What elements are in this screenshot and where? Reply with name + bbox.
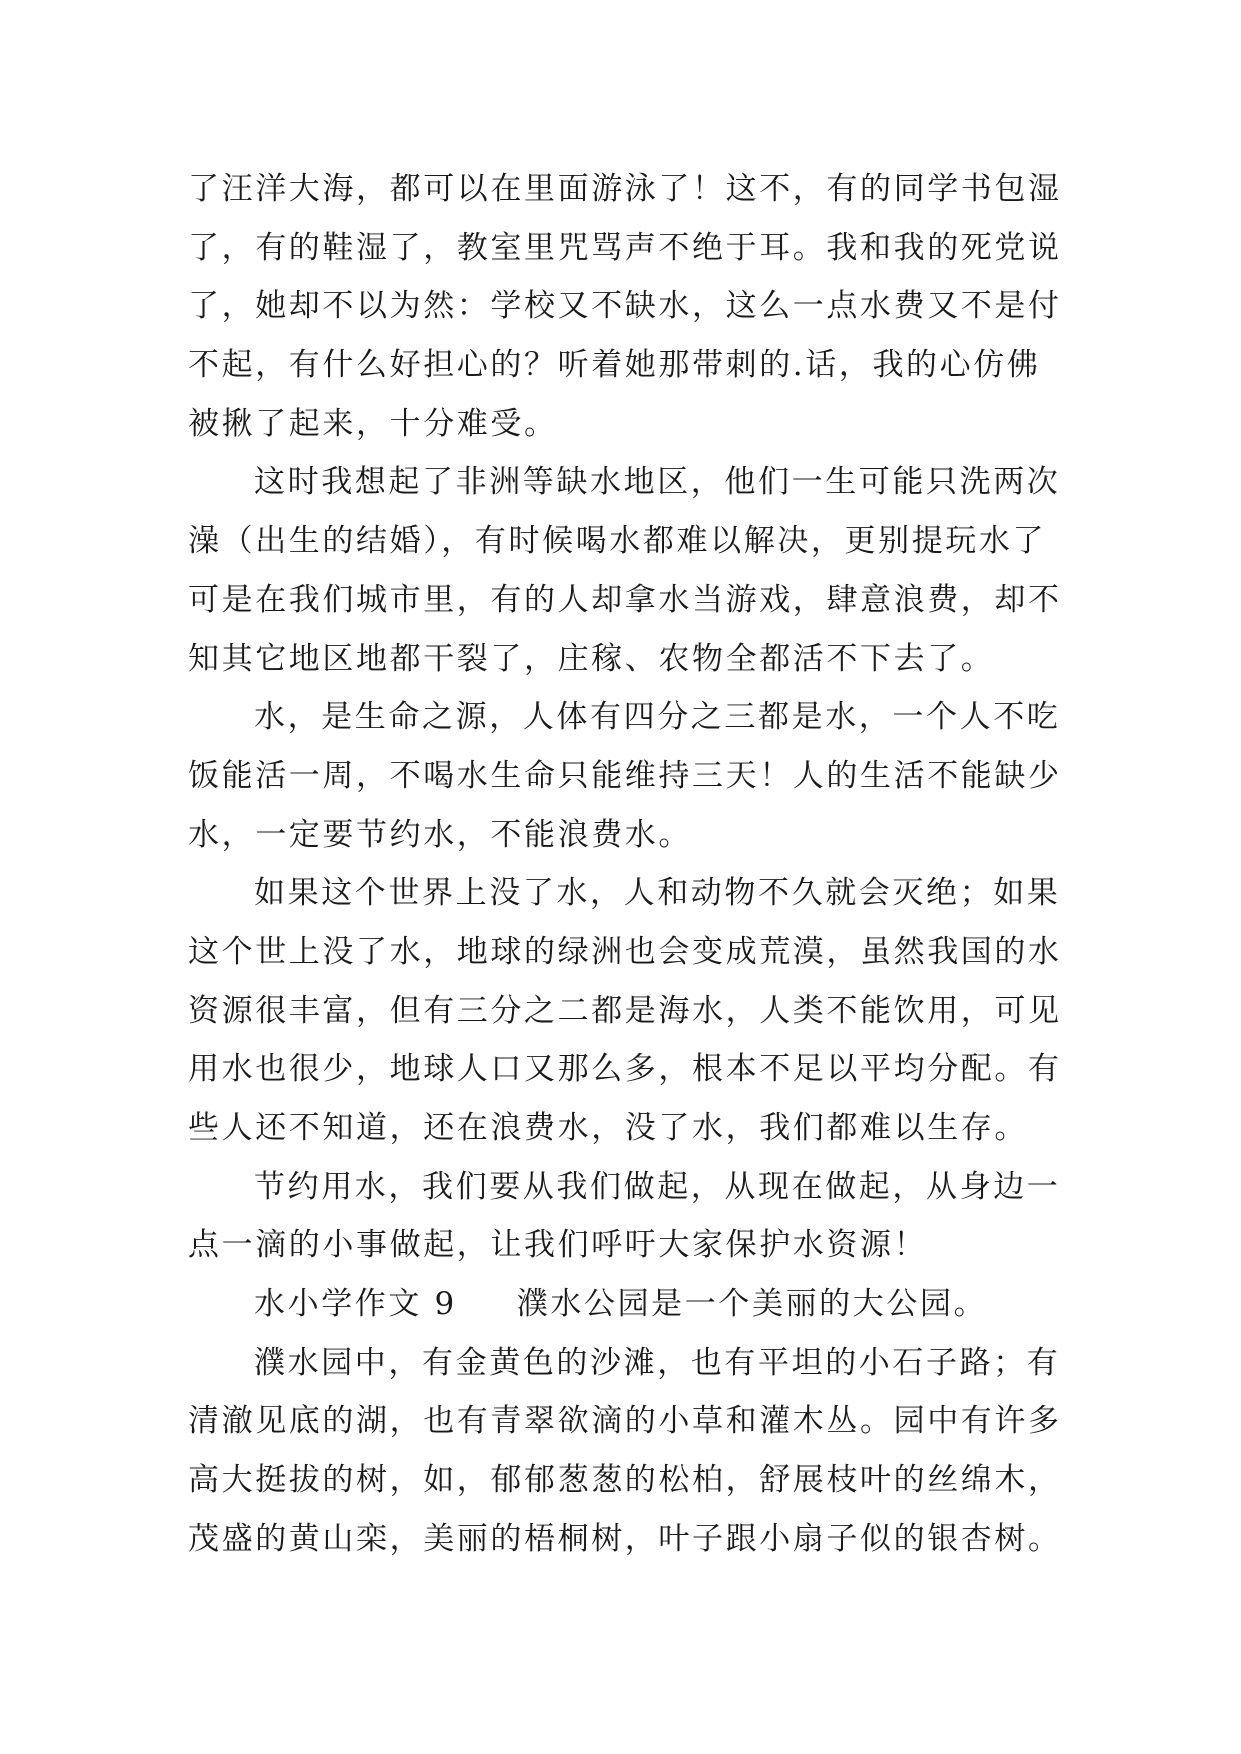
- text-line: 饭能活一周，不喝水生命只能维持三天！人的生活不能缺少: [188, 757, 1062, 794]
- text-line: 用水也很少，地球人口又那么多，根本不足以平均分配。有: [188, 1051, 1062, 1088]
- paragraph-first-line: 如果这个世界上没了水，人和动物不久就会灭绝；如果: [254, 875, 1061, 912]
- essay-title: 水小学作文 9: [254, 1286, 457, 1323]
- text-line: 清澈见底的湖，也有青翠欲滴的小草和灌木丛。园中有许多: [188, 1403, 1062, 1440]
- text-line: 资源很丰富，但有三分之二都是海水，人类不能饮用，可见: [188, 992, 1062, 1029]
- paragraph-first-line: 这时我想起了非洲等缺水地区，他们一生可能只洗两次: [254, 464, 1061, 501]
- paragraph-first-line: 濮水园中，有金黄色的沙滩，也有平坦的小石子路；有: [254, 1344, 1061, 1381]
- paragraph-first-line: 水，是生命之源，人体有四分之三都是水，一个人不吃: [254, 699, 1061, 736]
- text-line: 水，一定要节约水，不能浪费水。: [188, 816, 692, 853]
- text-line: 茂盛的黄山栾，美丽的梧桐树，叶子跟小扇子似的银杏树。: [188, 1520, 1062, 1557]
- text-line: 可是在我们城市里，有的人却拿水当游戏，肆意浪费，却不: [188, 581, 1062, 618]
- text-line: 了，她却不以为然：学校又不缺水，这么一点水费又不是付: [188, 288, 1062, 325]
- essay-first-sentence: 濮水公园是一个美丽的大公园。: [516, 1286, 988, 1323]
- text-line: 这个世上没了水，地球的绿洲也会变成荒漠，虽然我国的水: [188, 933, 1062, 970]
- essay-heading-line: [188, 1275, 1068, 1334]
- paragraph-first-line: 节约用水，我们要从我们做起，从现在做起，从身边一: [254, 1168, 1061, 1205]
- text-line: 不起，有什么好担心的？听着她那带刺的.话，我的心仿佛: [188, 347, 1041, 384]
- text-line: 高大挺拔的树，如，郁郁葱葱的松柏，舒展枝叶的丝绵木，: [188, 1462, 1062, 1499]
- essay-body: [188, 160, 1068, 1569]
- text-line: 了汪洋大海，都可以在里面游泳了！这不，有的同学书包湿: [188, 171, 1062, 207]
- text-line: 知其它地区地都干裂了，庄稼、农物全都活不下去了。: [188, 640, 995, 677]
- text-line: 些人还不知道，还在浪费水，没了水，我们都难以生存。: [188, 1110, 1028, 1146]
- text-line: 澡（出生的结婚），有时候喝水都难以解决，更别提玩水了: [188, 523, 1047, 560]
- text-line: 点一滴的小事做起，让我们呼吁大家保护水资源！: [188, 1227, 928, 1264]
- text-line: 了，有的鞋湿了，教室里咒骂声不绝于耳。我和我的死党说: [188, 229, 1062, 266]
- text-line: 被揪了起来，十分难受。: [188, 405, 558, 442]
